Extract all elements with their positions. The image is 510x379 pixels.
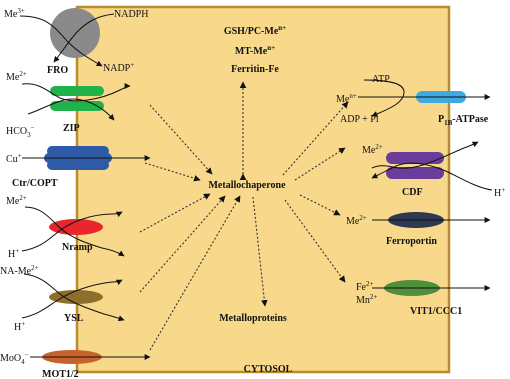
ferritin-label: Ferritin-Fe xyxy=(231,64,279,75)
nramp-name: Nramp xyxy=(62,242,93,253)
ctr-cu-label: Cu+ xyxy=(6,152,22,165)
mot-moo4-label: MoO$_4$− xyxy=(0,351,29,366)
ctr-name: Ctr/COPT xyxy=(12,178,58,189)
fro-nadp-label: NADP+ xyxy=(103,61,135,74)
ysl-na-me-label: $NA-Me^{2+}$ xyxy=(0,264,39,277)
cdf-me-label: $Me^{2+}$ xyxy=(362,143,383,156)
p1b-name: $P_{1B}$-ATPase xyxy=(438,114,489,127)
metalloproteins-label: Metalloproteins xyxy=(219,313,287,324)
gsh-pc-label: GSH/$PC-Me^{n+}$ xyxy=(223,24,287,37)
ferroportin-name: Ferroportin xyxy=(386,236,437,247)
mt-me-label: $MT-Me^{n+}$ xyxy=(234,44,276,57)
fro-nadph-label: NADPH xyxy=(114,9,149,20)
cdf-h-label: H+ xyxy=(494,186,506,199)
zip-me-label: $Me^{2+}$ xyxy=(6,70,27,83)
mot-name: MOT1/2 xyxy=(42,369,79,379)
zip-hco3-label: $HCO_3^-$ xyxy=(6,124,35,139)
p1b-adp-label: ADP + Pi xyxy=(340,114,379,125)
vit1-name: VIT1/CCC1 xyxy=(410,306,463,317)
ferroportin-me-label: $Me^{2+}$ xyxy=(346,214,367,227)
ysl-name: YSL xyxy=(64,313,84,324)
ysl-h-label: H+ xyxy=(14,320,26,333)
fro-me3-label: $Me^{3+}$ xyxy=(4,7,25,20)
p1b-me-label: $Me^{n+}$ xyxy=(336,92,357,105)
nramp-h-label: H+ xyxy=(8,247,20,260)
nramp-me-label: $Me^{2+}$ xyxy=(6,194,27,207)
p1b-atp-label: ATP xyxy=(372,74,390,85)
vit1-fe-label: $Fe^{2+}$ xyxy=(356,280,374,293)
cdf-name: CDF xyxy=(402,187,423,198)
fro-name: FRO xyxy=(47,65,69,76)
metallochaperone-label: Metallochaperone xyxy=(208,180,286,191)
cytosol-label: CYTOSOL xyxy=(243,364,293,375)
vit1-mn-label: $Mn^{2+}$ xyxy=(356,293,378,306)
zip-name: ZIP xyxy=(63,123,80,134)
